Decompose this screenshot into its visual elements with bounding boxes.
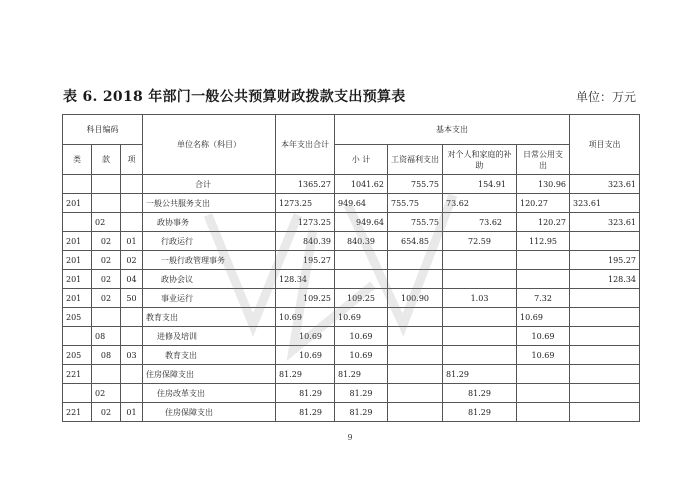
- cell-xiang: 03: [121, 346, 143, 365]
- cell-kuan: 02: [92, 251, 121, 270]
- cell-xiang: 50: [121, 289, 143, 308]
- cell-lei: 201: [63, 289, 92, 308]
- cell-project: [570, 327, 640, 346]
- cell-subtotal: 10.69: [335, 346, 388, 365]
- cell-daily: 10.69: [517, 308, 570, 327]
- cell-xiang: 01: [121, 232, 143, 251]
- cell-name: 行政运行: [143, 232, 276, 251]
- cell-wages: [388, 270, 443, 289]
- cell-wages: [388, 251, 443, 270]
- cell-wages: 654.85: [388, 232, 443, 251]
- table-row: [63, 232, 640, 251]
- header-subtotal: 小 计: [335, 145, 388, 175]
- cell-lei: [63, 175, 92, 194]
- header-daily: 日常公用支出: [517, 145, 570, 175]
- cell-daily: 112.95: [517, 232, 570, 251]
- cell-total: 840.39: [276, 232, 335, 251]
- header-project: 项目支出: [570, 115, 640, 175]
- cell-total: 1273.25: [276, 213, 335, 232]
- cell-personal: 72.59: [443, 232, 517, 251]
- cell-total: 81.29: [276, 403, 335, 422]
- cell-total: 10.69: [276, 308, 335, 327]
- cell-name: 住房保障支出: [143, 365, 276, 384]
- cell-personal: 154.91: [443, 175, 517, 194]
- cell-wages: [388, 403, 443, 422]
- header-xiang: 项: [121, 145, 143, 175]
- cell-daily: [517, 384, 570, 403]
- cell-subtotal: 81.29: [335, 365, 388, 384]
- cell-kuan: [92, 365, 121, 384]
- cell-lei: [63, 384, 92, 403]
- cell-name: 一般公共服务支出: [143, 194, 276, 213]
- cell-lei: 201: [63, 251, 92, 270]
- cell-personal: 81.29: [443, 365, 517, 384]
- cell-kuan: [92, 175, 121, 194]
- cell-daily: [517, 365, 570, 384]
- cell-name: 住房保障支出: [143, 403, 276, 422]
- cell-xiang: 01: [121, 403, 143, 422]
- table-row: [63, 346, 640, 365]
- header-basic: 基本支出: [335, 115, 570, 145]
- header-total: 本年支出合计: [276, 115, 335, 175]
- table-row: [63, 403, 640, 422]
- cell-total: 10.69: [276, 346, 335, 365]
- cell-subtotal: 1041.62: [335, 175, 388, 194]
- cell-project: [570, 308, 640, 327]
- cell-total: 1365.27: [276, 175, 335, 194]
- cell-project: [570, 289, 640, 308]
- cell-personal: 1.03: [443, 289, 517, 308]
- table-row: [63, 308, 640, 327]
- cell-personal: 81.29: [443, 403, 517, 422]
- cell-kuan: 02: [92, 289, 121, 308]
- cell-personal: [443, 251, 517, 270]
- cell-personal: 73.62: [443, 213, 517, 232]
- header-lei: 类: [63, 145, 92, 175]
- cell-personal: 81.29: [443, 384, 517, 403]
- header-unit-name: 单位名称（科目）: [143, 115, 276, 175]
- table-row: [63, 251, 640, 270]
- cell-total: 109.25: [276, 289, 335, 308]
- cell-name: 教育支出: [143, 308, 276, 327]
- budget-table: [62, 114, 640, 422]
- cell-subtotal: 109.25: [335, 289, 388, 308]
- cell-project: 323.61: [570, 175, 640, 194]
- cell-project: [570, 403, 640, 422]
- cell-wages: 100.90: [388, 289, 443, 308]
- cell-project: [570, 346, 640, 365]
- cell-kuan: [92, 194, 121, 213]
- cell-lei: 221: [63, 365, 92, 384]
- cell-subtotal: 949.64: [335, 213, 388, 232]
- cell-subtotal: [335, 251, 388, 270]
- cell-lei: 205: [63, 346, 92, 365]
- cell-subtotal: 81.29: [335, 384, 388, 403]
- cell-lei: 221: [63, 403, 92, 422]
- cell-subtotal: 81.29: [335, 403, 388, 422]
- table-row: [63, 289, 640, 308]
- cell-lei: 201: [63, 232, 92, 251]
- cell-wages: 755.75: [388, 175, 443, 194]
- cell-lei: [63, 327, 92, 346]
- table-row: [63, 213, 640, 232]
- cell-subtotal: 10.69: [335, 327, 388, 346]
- cell-kuan: 02: [92, 213, 121, 232]
- header-personal: 对个人和家庭的补助: [443, 145, 517, 175]
- table-row: [63, 175, 640, 194]
- cell-name: 政协事务: [143, 213, 276, 232]
- cell-daily: 120.27: [517, 213, 570, 232]
- cell-name: 一般行政管理事务: [143, 251, 276, 270]
- cell-project: 323.61: [570, 194, 640, 213]
- cell-xiang: 04: [121, 270, 143, 289]
- cell-total: 195.27: [276, 251, 335, 270]
- cell-name: 政协会议: [143, 270, 276, 289]
- header-wages: 工资福利支出: [388, 145, 443, 175]
- cell-daily: [517, 403, 570, 422]
- cell-kuan: 08: [92, 327, 121, 346]
- cell-wages: [388, 384, 443, 403]
- cell-xiang: [121, 213, 143, 232]
- cell-project: [570, 384, 640, 403]
- unit-label: 单位：万元: [575, 90, 636, 104]
- cell-daily: 130.96: [517, 175, 570, 194]
- cell-name: 事业运行: [143, 289, 276, 308]
- cell-xiang: [121, 327, 143, 346]
- page-number: 9: [347, 433, 353, 442]
- cell-xiang: [121, 194, 143, 213]
- cell-total: 81.29: [276, 384, 335, 403]
- table-row: [63, 384, 640, 403]
- cell-personal: [443, 308, 517, 327]
- cell-name: 进修及培训: [143, 327, 276, 346]
- cell-name: 教育支出: [143, 346, 276, 365]
- cell-project: 195.27: [570, 251, 640, 270]
- cell-lei: 201: [63, 270, 92, 289]
- cell-project: 128.34: [570, 270, 640, 289]
- cell-lei: [63, 213, 92, 232]
- cell-kuan: 02: [92, 232, 121, 251]
- cell-subtotal: [335, 270, 388, 289]
- cell-wages: 755.75: [388, 194, 443, 213]
- cell-kuan: 08: [92, 346, 121, 365]
- cell-daily: 10.69: [517, 327, 570, 346]
- cell-xiang: [121, 365, 143, 384]
- cell-wages: [388, 308, 443, 327]
- cell-total: 128.34: [276, 270, 335, 289]
- table-row: [63, 194, 640, 213]
- cell-name: 住房改革支出: [143, 384, 276, 403]
- cell-name: 合计: [143, 175, 276, 194]
- cell-project: 323.61: [570, 213, 640, 232]
- cell-wages: 755.75: [388, 213, 443, 232]
- cell-personal: [443, 270, 517, 289]
- cell-wages: [388, 365, 443, 384]
- table-row: [63, 365, 640, 384]
- cell-total: 10.69: [276, 327, 335, 346]
- cell-lei: 205: [63, 308, 92, 327]
- cell-xiang: [121, 308, 143, 327]
- cell-subtotal: 840.39: [335, 232, 388, 251]
- table-title: 表 6. 2018 年部门一般公共预算财政拨款支出预算表: [63, 89, 406, 105]
- cell-personal: 73.62: [443, 194, 517, 213]
- cell-daily: 7.32: [517, 289, 570, 308]
- cell-lei: 201: [63, 194, 92, 213]
- cell-xiang: 02: [121, 251, 143, 270]
- cell-kuan: 02: [92, 270, 121, 289]
- cell-daily: [517, 251, 570, 270]
- cell-xiang: [121, 384, 143, 403]
- table-row: [63, 327, 640, 346]
- cell-xiang: [121, 175, 143, 194]
- header-code-group: 科目编码: [63, 115, 143, 145]
- cell-kuan: 02: [92, 403, 121, 422]
- cell-project: [570, 232, 640, 251]
- cell-daily: 10.69: [517, 346, 570, 365]
- header-kuan: 款: [92, 145, 121, 175]
- cell-personal: [443, 346, 517, 365]
- cell-daily: 120.27: [517, 194, 570, 213]
- cell-personal: [443, 327, 517, 346]
- cell-wages: [388, 327, 443, 346]
- cell-kuan: 02: [92, 384, 121, 403]
- cell-total: 81.29: [276, 365, 335, 384]
- cell-daily: [517, 270, 570, 289]
- cell-wages: [388, 346, 443, 365]
- cell-subtotal: 949.64: [335, 194, 388, 213]
- cell-kuan: [92, 308, 121, 327]
- cell-subtotal: 10.69: [335, 308, 388, 327]
- cell-total: 1273.25: [276, 194, 335, 213]
- cell-project: [570, 365, 640, 384]
- table-row: [63, 270, 640, 289]
